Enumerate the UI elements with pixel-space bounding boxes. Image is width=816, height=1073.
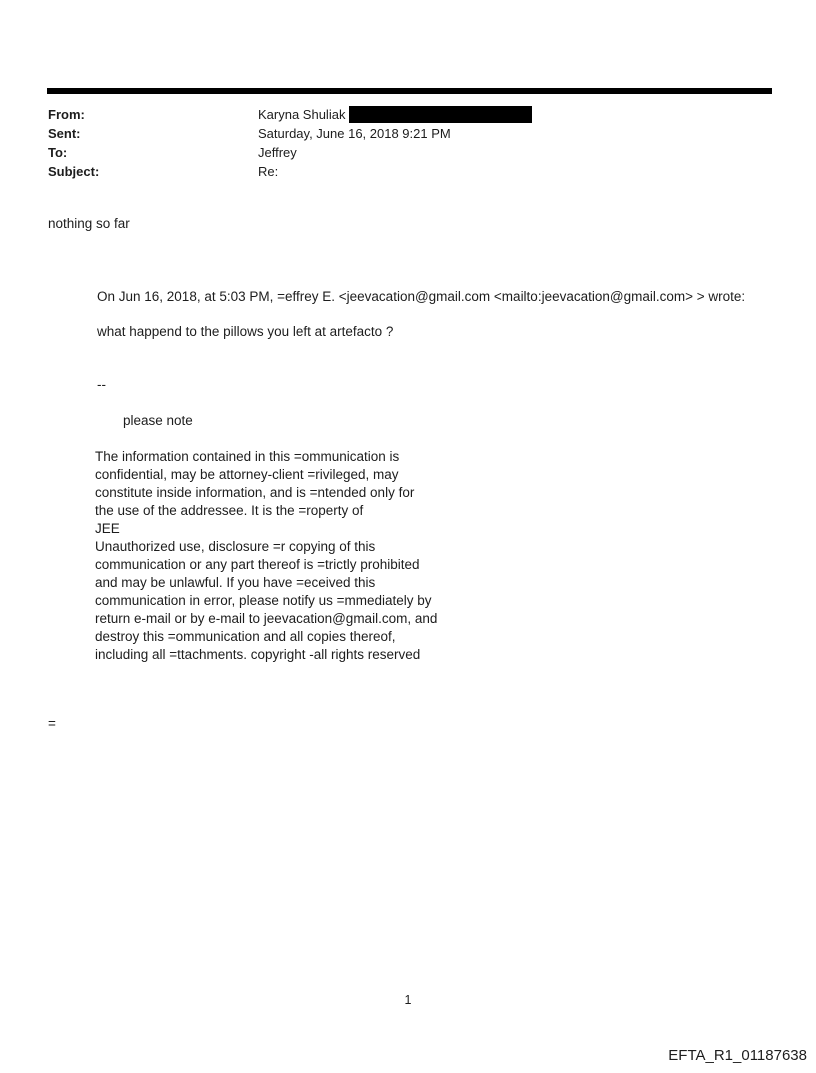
- quote-message: what happend to the pillows you left at artefacto ?: [97, 324, 394, 339]
- page-number: 1: [404, 993, 412, 1007]
- disclaimer-line: the use of the addressee. It is the =roperty of: [95, 503, 364, 518]
- disclaimer-line: destroy this =ommunication and all copies thereof,: [95, 629, 396, 644]
- header-row-from: [48, 105, 768, 124]
- disclaimer-line: constitute inside information, and is =ntended only for: [95, 485, 415, 500]
- header-row-sent: [48, 124, 768, 143]
- trailing-character: =: [48, 716, 56, 731]
- disclaimer-line: and may be unlawful. If you have =eceived this: [95, 575, 376, 590]
- disclaimer-line: The information contained in this =ommunication is: [95, 449, 400, 464]
- disclaimer-line: communication in error, please notify us =mmediately by: [95, 593, 432, 608]
- disclaimer-line: including all =ttachments. copyright -all rights reserved: [95, 647, 421, 662]
- sent-value: Saturday, June 16, 2018 9:21 PM: [258, 126, 451, 141]
- disclaimer-line: confidential, may be attorney-client =rivileged, may: [95, 467, 399, 482]
- header-row-to: [48, 143, 768, 162]
- signature-separator: --: [97, 377, 106, 392]
- reply-text: nothing so far: [48, 216, 130, 231]
- header-divider-rule: [47, 88, 772, 94]
- disclaimer-line: Unauthorized use, disclosure =r copying of this: [95, 539, 376, 554]
- bates-number: EFTA_R1_01187638: [668, 1047, 807, 1064]
- email-header: [48, 105, 768, 181]
- header-row-subject: [48, 162, 768, 181]
- disclaimer: [95, 448, 437, 664]
- quote-attribution: On Jun 16, 2018, at 5:03 PM, =effrey E. <jeevacation@gmail.com <mailto:jeevacation@gmail.com> > wrote:: [97, 289, 746, 304]
- disclaimer-line: JEE: [95, 521, 120, 536]
- subject-label: Subject:: [48, 164, 100, 179]
- signature-note: please note: [123, 413, 193, 428]
- disclaimer-line: communication or any part thereof is =trictly prohibited: [95, 557, 420, 572]
- from-value: [258, 105, 532, 124]
- redaction-bar: [349, 106, 532, 123]
- subject-value: Re:: [258, 164, 279, 179]
- sent-label: Sent:: [48, 126, 81, 141]
- sender-name: Karyna Shuliak: [258, 107, 346, 122]
- to-label: To:: [48, 145, 68, 160]
- from-label: From:: [48, 107, 85, 122]
- to-value: Jeffrey: [258, 145, 297, 160]
- disclaimer-line: return e-mail or by e-mail to jeevacation@gmail.com, and: [95, 611, 438, 626]
